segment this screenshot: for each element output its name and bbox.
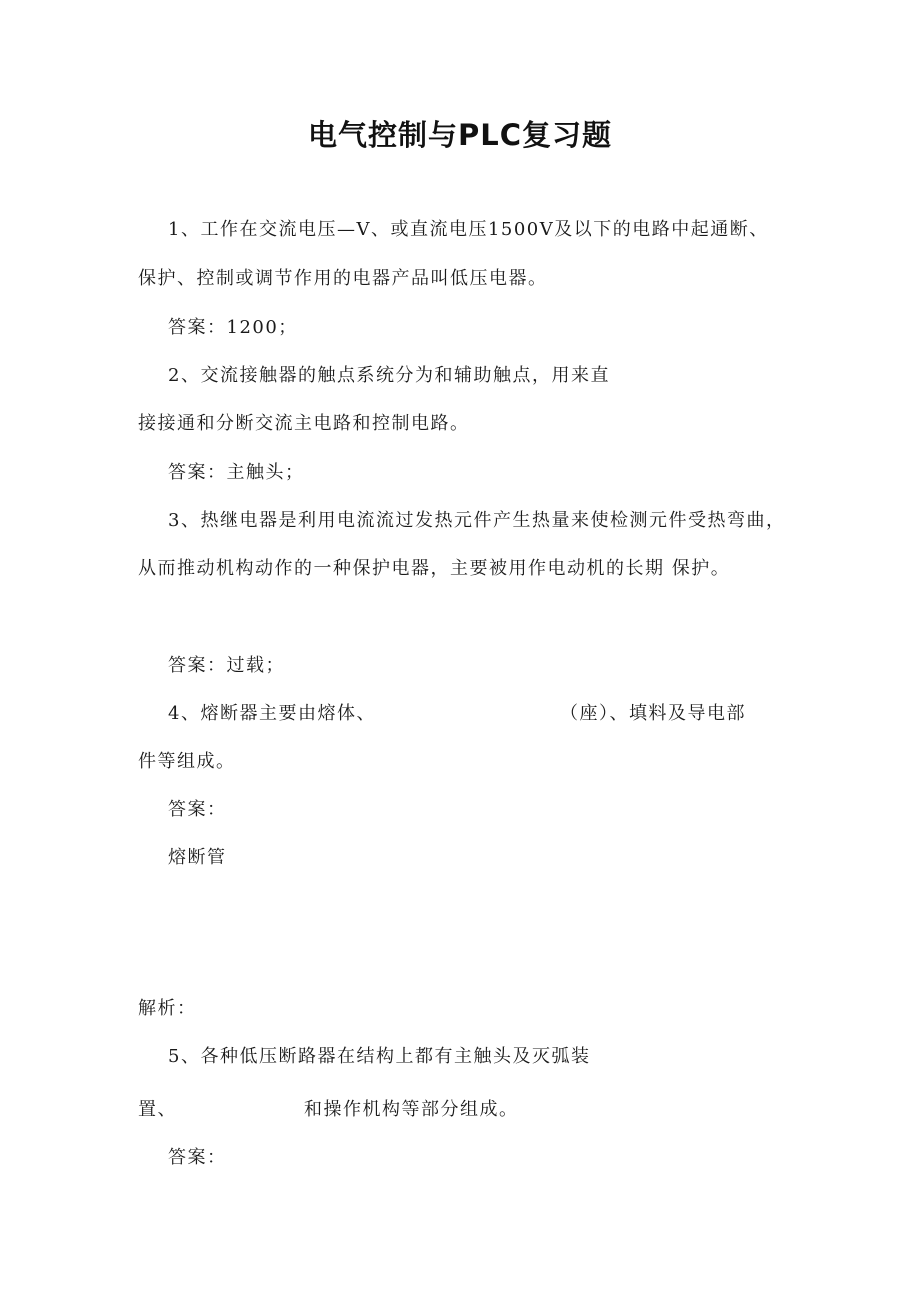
question-2-line-1: 2、交流接触器的触点系统分为和辅助触点，用来直 bbox=[168, 365, 610, 386]
question-3-line-2: 从而推动机构动作的一种保护电器，主要被用作电动机的长期 保护。 bbox=[138, 558, 731, 579]
question-4-answer-value: 熔断管 bbox=[168, 847, 227, 868]
question-5-line-2-right: 和操作机构等部分组成。 bbox=[304, 1099, 519, 1120]
question-2-line-2: 接接通和分断交流主电路和控制电路。 bbox=[138, 413, 470, 434]
question-2-answer: 答案：主触头； bbox=[168, 462, 305, 483]
question-1-answer: 答案：1200； bbox=[168, 317, 298, 338]
question-5-answer: 答案： bbox=[168, 1147, 227, 1168]
question-4-answer-label: 答案： bbox=[168, 799, 227, 820]
question-4-line-1-left: 4、熔断器主要由熔体、 bbox=[168, 703, 376, 724]
question-1-line-2: 保护、控制或调节作用的电器产品叫低压电器。 bbox=[138, 268, 548, 289]
question-1-line-1: 1、工作在交流电压—V、或直流电压1500V及以下的电路中起通断、 bbox=[168, 219, 769, 240]
question-3-line-1: 3、热继电器是利用电流流过发热元件产生热量来使检测元件受热弯曲， bbox=[168, 510, 786, 531]
question-4-analysis-label: 解析： bbox=[138, 998, 197, 1019]
question-4-line-2: 件等组成。 bbox=[138, 751, 236, 772]
page-title: 电气控制与PLC复习题 bbox=[307, 118, 613, 152]
question-5-line-1: 5、各种低压断路器在结构上都有主触头及灭弧装 bbox=[168, 1046, 591, 1067]
question-3-answer: 答案：过载； bbox=[168, 655, 285, 676]
question-4-line-1-right: （座）、填料及导电部 bbox=[560, 703, 746, 724]
question-5-line-2-left: 置、 bbox=[138, 1099, 177, 1120]
